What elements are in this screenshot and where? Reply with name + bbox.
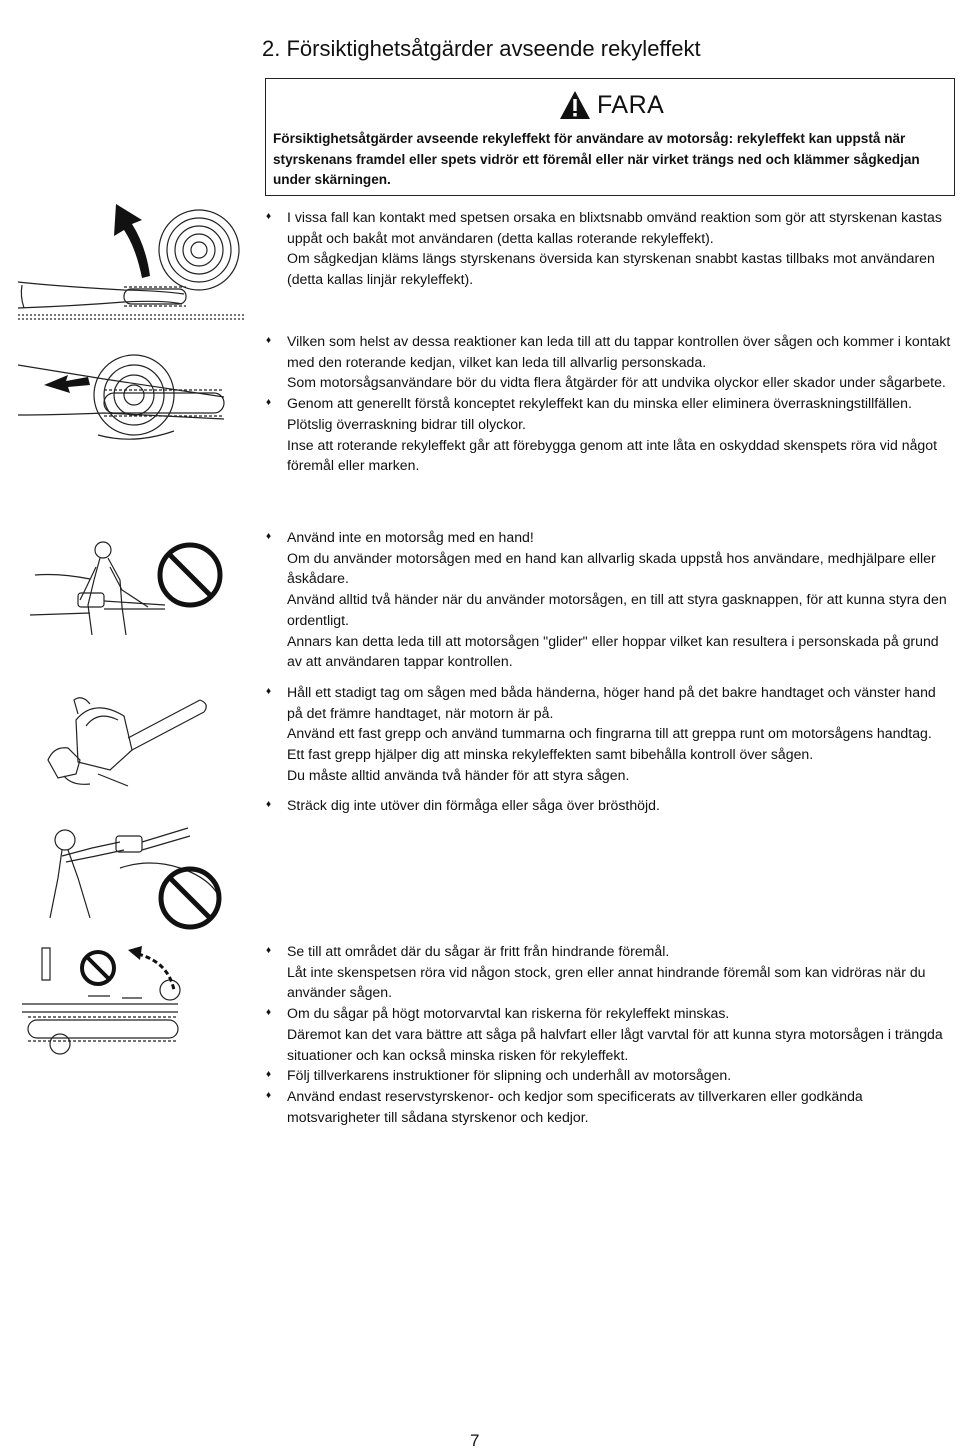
text-group-3 bbox=[265, 527, 955, 672]
two-hand-grip-illustration bbox=[28, 690, 208, 800]
bullet-icon: ♦ bbox=[266, 531, 272, 542]
text-group-5 bbox=[265, 941, 955, 1127]
list-item bbox=[265, 207, 955, 290]
paragraph-line: Genom att generellt förstå konceptet rekyleffekt kan du minska eller eliminera överraskningstillfällen. bbox=[287, 395, 912, 412]
list-item bbox=[265, 393, 955, 476]
text-group-2 bbox=[265, 331, 955, 476]
list-item bbox=[265, 1065, 955, 1086]
overreach-illustration bbox=[20, 818, 235, 933]
paragraph-line: Se till att området där du sågar är fritt från hindrande föremål. bbox=[287, 943, 670, 959]
bullet-icon: ♦ bbox=[266, 686, 272, 697]
one-hand-use-illustration bbox=[30, 535, 235, 650]
list-item bbox=[265, 795, 955, 816]
list-item bbox=[265, 527, 955, 672]
list-item bbox=[265, 682, 955, 786]
text-group-4 bbox=[265, 682, 955, 815]
bullet-icon: ♦ bbox=[266, 1089, 272, 1101]
warning-box bbox=[265, 78, 955, 196]
paragraph-line: Om du sågar på högt motorvarvtal kan riskerna för rekyleffekt minskas. bbox=[287, 1005, 730, 1022]
warning-label: FARA bbox=[597, 90, 665, 119]
linear-kickback-illustration bbox=[14, 335, 244, 465]
paragraph-line: Använd ett fast grepp och använd tummarna och fingrarna till att greppa runt om motorsågens handtag. bbox=[287, 725, 932, 742]
clear-area-illustration bbox=[18, 940, 188, 1058]
bullet-icon: ♦ bbox=[266, 945, 272, 956]
paragraph-line: I vissa fall kan kontakt med spetsen orsaka en blixtsnabb omvänd reaktion som gör att styrskenan kastas uppåt och bakåt mot användaren (detta kallas roterande rekyleffekt). bbox=[287, 209, 942, 246]
rotational-kickback-illustration bbox=[14, 190, 244, 325]
text-group-1 bbox=[265, 207, 955, 290]
paragraph-line: Använd endast reservstyrskenor- och kedjor som specificerats av tillverkaren eller godkända motsvarigheter till sådana styrskenor och kedjor. bbox=[287, 1087, 863, 1125]
paragraph-line: Om sågkedjan kläms längs styrskenans översida kan styrskenan snabbt kastas tillbaks mot användaren (detta kallas linjär rekyleffekt). bbox=[287, 250, 935, 288]
bullet-icon: ♦ bbox=[266, 1007, 272, 1019]
paragraph-line: Sträck dig inte utöver din förmåga eller såga över brösthöjd. bbox=[287, 796, 660, 813]
warning-title bbox=[559, 89, 664, 121]
list-item bbox=[265, 331, 955, 393]
list-item bbox=[265, 941, 955, 1003]
paragraph-line: Ett fast grepp hjälper dig att minska rekyleffekten samt bibehålla kontroll över sågen. bbox=[287, 746, 814, 763]
bullet-icon: ♦ bbox=[266, 211, 272, 222]
paragraph-line: Om du använder motorsågen med en hand kan allvarlig skada uppstå hos användare, medhjälpare eller åskådare. bbox=[287, 549, 936, 587]
warning-triangle-icon bbox=[559, 90, 591, 120]
paragraph-line: Använd alltid två händer när du använder motorsågen, en till att styra gasknappen, för att kunna styra den ordentligt. bbox=[287, 591, 947, 628]
list-item bbox=[265, 1086, 955, 1127]
bullet-icon: ♦ bbox=[266, 335, 272, 346]
bullet-icon: ♦ bbox=[266, 798, 272, 810]
paragraph-line: Annars kan detta leda till att motorsågen "glider" eller hoppar vilket kan resultera i personskada på grund av att användaren tappar kontrollen. bbox=[287, 632, 939, 670]
paragraph-line: Inse att roterande rekyleffekt går att förebygga genom att inte låta en oskyddad skenspets röra vid något föremål eller marken. bbox=[287, 436, 938, 474]
section-heading: 2. Försiktighetsåtgärder avseende rekyleffekt bbox=[262, 36, 701, 61]
paragraph-line: Däremot kan det vara bättre att såga på halvfart eller lågt varvtal för att kunna styra motorsågen i trängda situationer och kan också minska risken för rekyleffekt. bbox=[287, 1025, 943, 1063]
paragraph-line: Håll ett stadigt tag om sågen med båda händerna, höger hand på det bakre handtaget och vänster hand på det främre handtaget, när motorn är på. bbox=[287, 684, 936, 721]
paragraph-line: Använd inte en motorsåg med en hand! bbox=[287, 529, 534, 545]
paragraph-line: Som motorsågsanvändare bör du vidta flera åtgärder för att undvika olyckor eller skador under sågarbete. bbox=[287, 374, 946, 391]
paragraph-line: Du måste alltid använda två händer för att styra sågen. bbox=[287, 766, 630, 783]
bullet-icon: ♦ bbox=[266, 397, 272, 409]
list-item bbox=[265, 1003, 955, 1065]
paragraph-line: Låt inte skenspetsen röra vid någon stock, gren eller annat hindrande föremål som kan vidröras när du använder sågen. bbox=[287, 963, 926, 1001]
paragraph-line: Vilken som helst av dessa reaktioner kan leda till att du tappar kontrollen över sågen och kommer i kontakt med den roterande kedjan, vilket kan leda till allvarlig personskada. bbox=[287, 333, 951, 370]
paragraph-line: Följ tillverkarens instruktioner för slipning och underhåll av motorsågen. bbox=[287, 1067, 732, 1084]
warning-text: Försiktighetsåtgärder avseende rekyleffekt för användare av motorsåg: rekyleffekt kan uppstå när styrskenans framdel eller spets vidrör ett föremål eller när virket trängs ned och klämmer sågkedjan under skärningen. bbox=[273, 131, 920, 187]
paragraph-line: Plötslig överraskning bidrar till olyckor. bbox=[287, 415, 526, 432]
page-number: 7 bbox=[470, 1431, 480, 1450]
bullet-icon: ♦ bbox=[266, 1069, 272, 1081]
